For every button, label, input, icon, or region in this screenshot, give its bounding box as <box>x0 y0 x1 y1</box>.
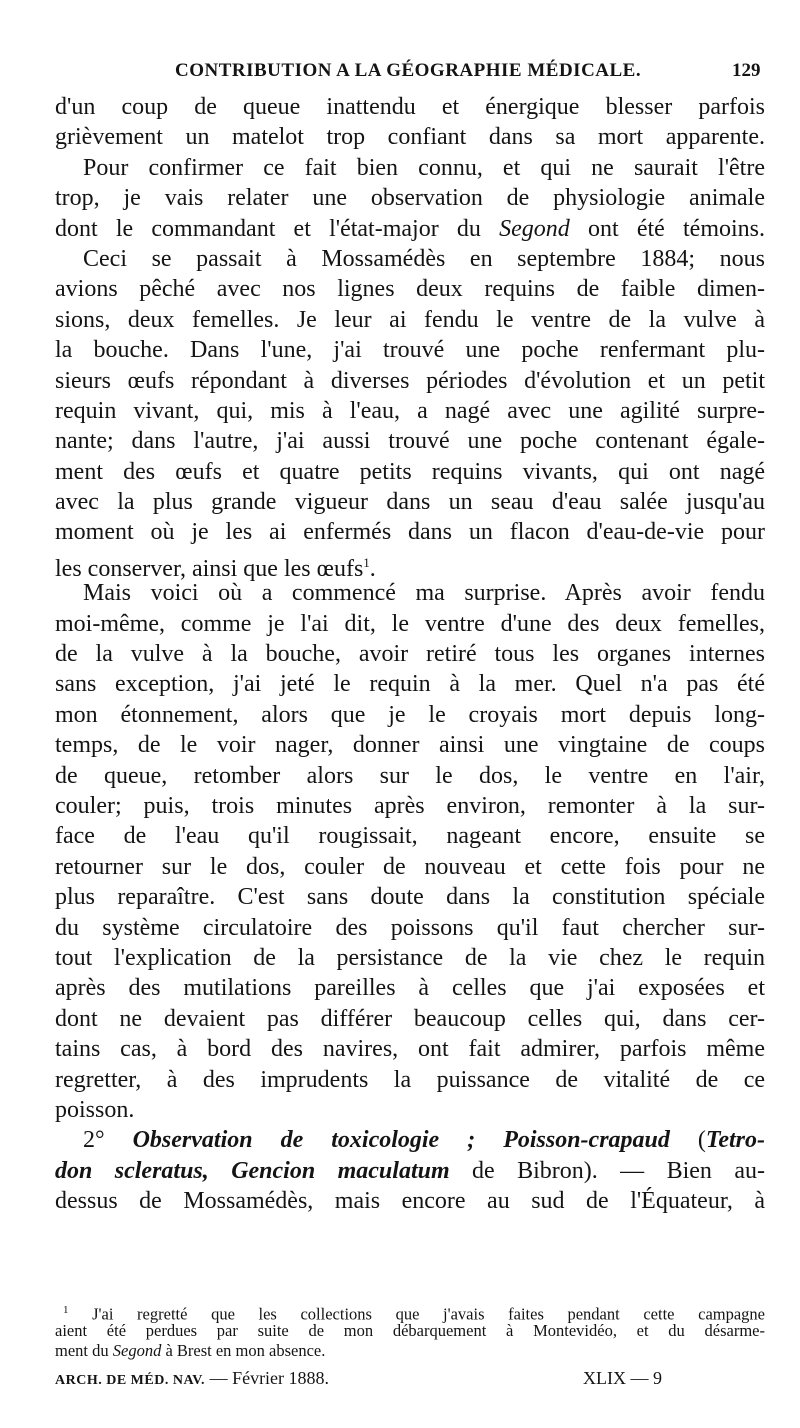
section-number: 2° <box>83 1127 133 1154</box>
text-line: sieurs œufs répondant à diverses périodes d'évolution et un petit <box>55 367 765 394</box>
text-line: du système circulatoire des poissons qu'il faut chercher sur- <box>55 914 765 941</box>
text-segment: de Bibron). — Bien au- <box>449 1157 765 1184</box>
running-title: CONTRIBUTION A LA GÉOGRAPHIE MÉDICALE. <box>175 60 642 81</box>
text-line: requin vivant, qui, mis à l'eau, a nagé avec une agilité surpre- <box>55 397 765 424</box>
text-segment: . <box>369 555 376 582</box>
text-segment: ont été témoins. <box>569 215 765 242</box>
text-line: de la vulve à la bouche, avoir retiré tous les organes internes <box>55 641 765 668</box>
text-line: sions, deux femelles. Je leur ai fendu le ventre de la vulve à <box>55 306 765 333</box>
text-segment: dont le commandant et l'état-major du <box>55 215 500 242</box>
text-line: après des mutilations pareilles à celles que j'ai exposées et <box>55 975 765 1002</box>
ship-name: Segond <box>499 215 570 242</box>
text-line <box>55 214 765 244</box>
footnote-line: aient été perdues par suite de mon débarquement à Montevidéo, et du désarme- <box>55 1320 765 1340</box>
text-line <box>55 548 765 582</box>
text-segment: ( <box>669 1127 706 1154</box>
text-line: moment où je les ai enfermés dans un flacon d'eau-de-vie pour <box>55 519 765 546</box>
text-line: mon étonnement, alors que je le croyais mort depuis long- <box>55 701 765 728</box>
text-line: plus reparaître. C'est sans doute dans la constitution spéciale <box>55 884 765 911</box>
text-line: grièvement un matelot trop confiant dans sa mort apparente. <box>55 124 765 151</box>
text-line: de queue, retomber alors sur le dos, le ventre en l'air, <box>55 762 765 789</box>
species-name: Tetro- <box>705 1127 765 1154</box>
journal-signature <box>55 1368 329 1389</box>
text-line: dessus de Mossamédès, mais encore au sud de l'Équateur, à <box>55 1188 765 1215</box>
page-number: 129 <box>732 60 761 81</box>
section-heading: Observation de toxicologie ; Poisson-crapaud <box>132 1127 670 1154</box>
text-line: trop, je vais relater une observation de physiologie animale <box>55 185 765 212</box>
volume-sheet: XLIX — 9 <box>583 1368 662 1388</box>
text-segment: les conserver, ainsi que les œufs <box>55 555 364 582</box>
ship-name: Segond <box>112 1341 162 1360</box>
text-segment: J'ai regretté que les collections que j'avais faites pendant cette campagne <box>68 1304 765 1324</box>
text-line: poisson. <box>55 1096 135 1123</box>
section-heading-line <box>55 1156 765 1186</box>
footnote <box>55 1300 765 1362</box>
species-name: don scleratus, Gencion maculatum <box>55 1157 450 1184</box>
text-line: tout l'explication de la persistance de la vie chez le requin <box>55 944 765 971</box>
section-heading-line <box>55 1125 765 1155</box>
text-line: sans exception, j'ai jeté le requin à la mer. Quel n'a pas été <box>55 671 765 698</box>
text-line: temps, de le voir nager, donner ainsi une vingtaine de coups <box>55 732 765 759</box>
text-line: d'un coup de queue inattendu et énergique blesser parfois <box>55 94 765 120</box>
footnote-line <box>55 1300 765 1324</box>
footnote-marker: 1 <box>363 554 370 570</box>
journal-name: ARCH. DE MÉD. NAV. <box>55 1373 206 1388</box>
text-line: avec la plus grande vigueur dans un seau d'eau salée jusqu'au <box>55 489 765 516</box>
text-line: moi-même, comme je l'ai dit, le ventre d'une des deux femelles, <box>55 610 765 637</box>
text-line: Ceci se passait à Mossamédès en septembre 1884; nous <box>83 245 765 272</box>
text-segment: ment du <box>55 1341 113 1360</box>
text-line: retourner sur le dos, couler de nouveau et cette fois pour ne <box>55 853 765 880</box>
text-line: dont ne devaient pas différer beaucoup celles qui, dans cer- <box>55 1005 765 1032</box>
publication-date: — Février 1888. <box>205 1368 330 1388</box>
text-segment: à Brest en mon absence. <box>161 1341 326 1360</box>
text-line: Mais voici où a commencé ma surprise. Après avoir fendu <box>83 580 765 607</box>
text-line: Pour confirmer ce fait bien connu, et qui ne saurait l'être <box>83 154 765 181</box>
text-line: nante; dans l'autre, j'ai aussi trouvé une poche contenant égale- <box>55 428 765 455</box>
text-line: la bouche. Dans l'une, j'ai trouvé une poche renfermant plu- <box>55 337 765 364</box>
text-line: tains cas, à bord des navires, ont fait admirer, parfois même <box>55 1036 765 1063</box>
footnote-number: 1 <box>63 1304 69 1316</box>
footnote-line <box>55 1341 765 1362</box>
text-line: regretter, à des imprudents la puissance de vitalité de ce <box>55 1066 765 1093</box>
text-line: face de l'eau qu'il rougissait, nageant encore, ensuite se <box>55 823 765 850</box>
text-line: ment des œufs et quatre petits requins vivants, qui ont nagé <box>55 458 765 485</box>
body-text <box>55 92 765 1216</box>
text-line: couler; puis, trois minutes après environ, remonter à la sur- <box>55 792 765 819</box>
text-line: avions pêché avec nos lignes deux requins de faible dimen- <box>55 276 765 303</box>
